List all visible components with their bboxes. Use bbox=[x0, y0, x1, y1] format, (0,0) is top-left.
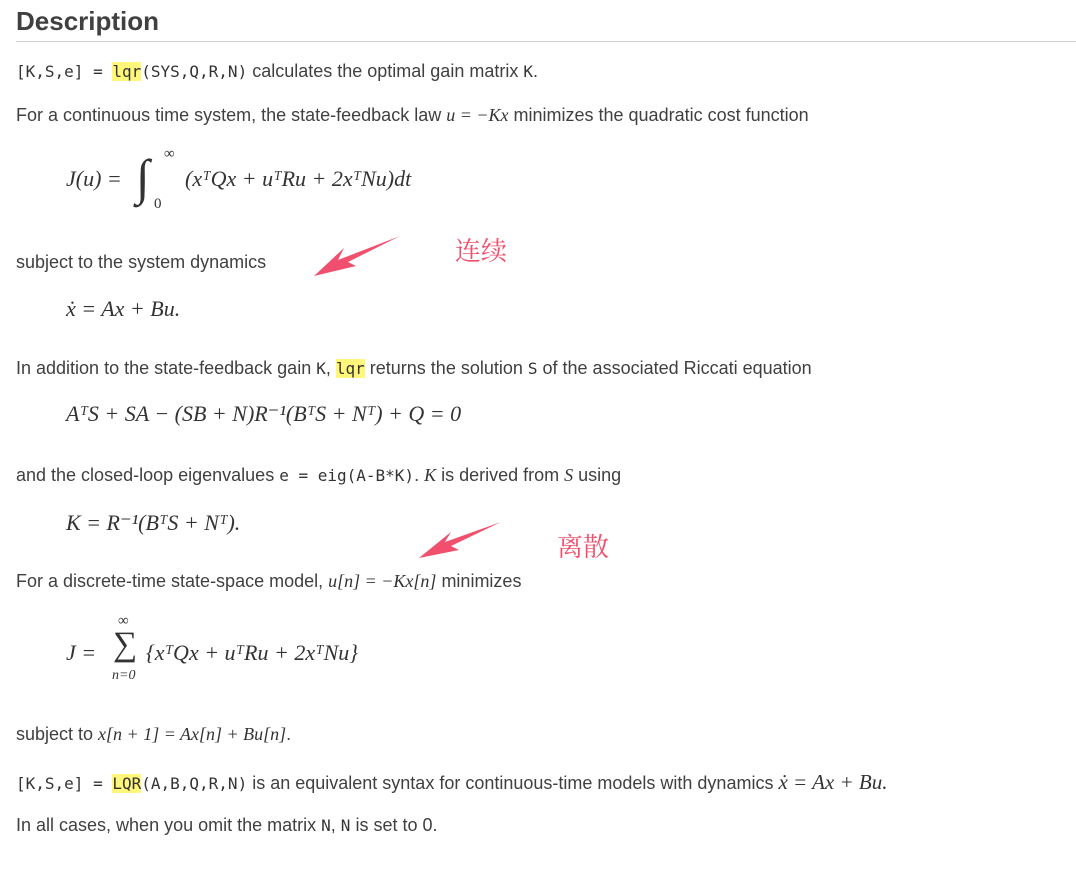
dynamics-intro: subject to the system dynamics bbox=[16, 252, 267, 272]
separator: , bbox=[330, 815, 341, 835]
discrete-law: u[n] = −Kx[n] bbox=[328, 571, 437, 591]
section-heading: Description bbox=[16, 6, 160, 36]
lqr-function-link[interactable]: lqr bbox=[335, 359, 365, 378]
arrow-annotation-discrete bbox=[405, 518, 515, 564]
continuous-dynamics-eq: ẋ = Ax + Bu. bbox=[778, 770, 888, 794]
matrix-n-code: N bbox=[340, 816, 351, 835]
riccati-text: In addition to the state-feedback gain bbox=[16, 358, 317, 378]
matrix-k-code: K bbox=[523, 62, 533, 81]
matrix-k-code: K bbox=[316, 359, 326, 378]
riccati-text-3: of the associated Riccati equation bbox=[537, 358, 812, 378]
sum-body: {xᵀQx + uᵀRu + 2xᵀNu} bbox=[146, 640, 359, 665]
sum-upper-limit: ∞ bbox=[118, 613, 129, 629]
eigen-text: and the closed-loop eigenvalues bbox=[16, 465, 280, 485]
LQR-function-link[interactable]: LQR bbox=[112, 774, 142, 793]
derived-text: is derived from bbox=[436, 465, 565, 485]
subject-to-text: subject to bbox=[16, 724, 99, 744]
sum-sign: ∑ bbox=[113, 626, 138, 663]
heading-rule bbox=[16, 41, 1076, 42]
code-input-args: (A,B,Q,R,N) bbox=[141, 774, 248, 793]
lqr-function-link[interactable]: lqr bbox=[112, 62, 142, 81]
riccati-text-2: returns the solution bbox=[364, 358, 528, 378]
matrix-s-code: S bbox=[527, 359, 538, 378]
using-text: using bbox=[573, 465, 622, 485]
integral-upper-limit: ∞ bbox=[164, 146, 175, 162]
s-symbol: S bbox=[564, 465, 574, 485]
discrete-minimizes: minimizes bbox=[436, 571, 522, 591]
sum-lower-limit: n=0 bbox=[112, 668, 136, 683]
code-input-args: (SYS,Q,R,N) bbox=[141, 62, 248, 81]
discrete-text: For a discrete-time state-space model, bbox=[16, 571, 329, 591]
integral-sign: ∫ bbox=[136, 149, 150, 205]
dynamics-equation: ẋ = Ax + Bu. bbox=[66, 296, 181, 321]
code-output-args: [K,S,e] = bbox=[16, 62, 113, 81]
eig-code: e = eig(A-B*K) bbox=[279, 466, 415, 485]
syntax-line-LQR bbox=[16, 770, 887, 795]
continuous-intro bbox=[16, 105, 809, 126]
annotation-continuous: 连续 bbox=[455, 237, 508, 267]
period: . bbox=[532, 61, 538, 81]
cost-lhs: J(u) = bbox=[66, 166, 122, 191]
discrete-dynamics-eq: x[n + 1] = Ax[n] + Bu[n] bbox=[98, 724, 287, 744]
integral-lower-limit: 0 bbox=[154, 196, 162, 212]
riccati-equation: AᵀS + SA − (SB + N)R⁻¹(BᵀS + Nᵀ) + Q = 0 bbox=[66, 401, 462, 426]
riccati-intro bbox=[16, 358, 812, 379]
discrete-intro bbox=[16, 571, 521, 592]
omit-n-note bbox=[16, 815, 437, 836]
discrete-dynamics bbox=[16, 724, 291, 745]
matrix-n-code: N bbox=[321, 816, 331, 835]
separator: , bbox=[325, 358, 336, 378]
equivalent-syntax-text: is an equivalent syntax for continuous-time models with dynamics bbox=[247, 773, 779, 793]
eigenvalues-line bbox=[16, 465, 621, 486]
cost-integrand: (xᵀQx + uᵀRu + 2xᵀNu)dt bbox=[185, 166, 412, 191]
gain-equation: K = R⁻¹(BᵀS + Nᵀ). bbox=[66, 510, 241, 535]
arrow-annotation-continuous bbox=[300, 228, 410, 284]
sum-lhs: J = bbox=[66, 640, 97, 665]
omit-text: In all cases, when you omit the matrix bbox=[16, 815, 322, 835]
intro-text: For a continuous time system, the state-feedback law bbox=[16, 105, 447, 125]
omit-text-end: is set to 0. bbox=[350, 815, 438, 835]
eigen-period: . bbox=[414, 465, 425, 485]
syntax-description: calculates the optimal gain matrix bbox=[247, 61, 524, 81]
annotation-discrete: 离散 bbox=[557, 533, 610, 563]
feedback-law: u = −Kx bbox=[446, 105, 509, 125]
k-symbol: K bbox=[424, 465, 437, 485]
syntax-line-lqr bbox=[16, 61, 538, 82]
intro-text-end: minimizes the quadratic cost function bbox=[508, 105, 809, 125]
code-output-args: [K,S,e] = bbox=[16, 774, 113, 793]
period: . bbox=[286, 724, 292, 744]
